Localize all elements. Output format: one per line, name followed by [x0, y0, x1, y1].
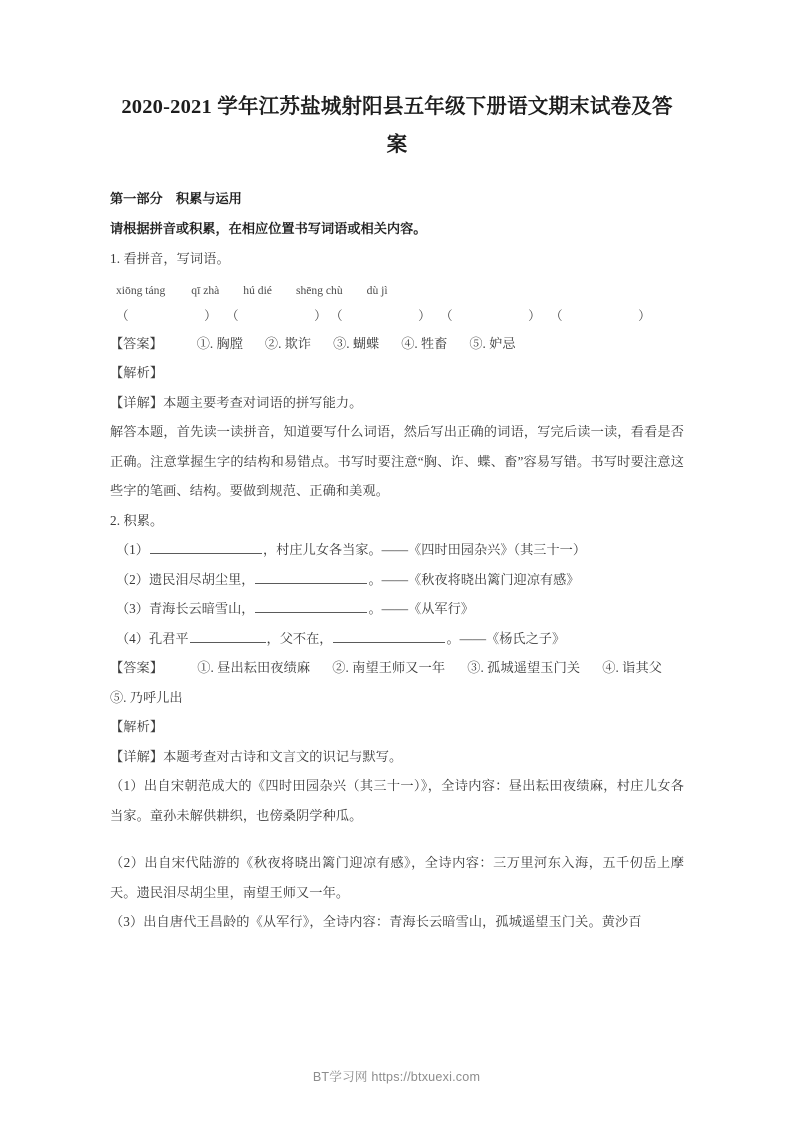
answer-label-2: 【答案】 [110, 660, 164, 675]
question-1-prompt: 1. 看拼音，写词语。 [110, 251, 230, 266]
question-2-prompt: 2. 积累。 [110, 512, 164, 528]
answer2-item-5: ⑤. 乃呼儿出 [110, 689, 183, 705]
question-2-detail-2: （2）出自宋代陆游的《秋夜将晓出篱门迎凉有感》，全诗内容：三万里河东入海，五千仞岳上摩天。遗民泪尽胡尘里，南望王师又一年。 [110, 855, 684, 900]
item-text-middle-4: ，父不在， [266, 630, 333, 646]
pinyin-2: qī zhà [191, 283, 220, 297]
answer-item-5: ⑤. 妒忌 [469, 335, 516, 351]
item-text-before-3: 青海长云暗雪山， [148, 601, 255, 616]
question-1-answer-row [110, 329, 684, 359]
question-2-item-4 [110, 624, 684, 654]
pinyin-4: shēng chù [295, 283, 343, 297]
pinyin-row [110, 280, 684, 302]
item-text-2: 。——《秋夜将晓出篱门迎凉有感》 [368, 571, 580, 587]
question-2-detail-1: （1）出自宋朝范成大的《四时田园杂兴（其三十一）》，全诗内容：昼出耘田夜绩麻，村庄儿女各当家。童孙未解供耕织，也傍桑阴学种瓜。 [110, 778, 684, 823]
fill-blank-1[interactable] [150, 539, 262, 554]
item-number-2: （2） [116, 571, 149, 587]
question-2-detail-3: （3）出自唐代王昌龄的《从军行》，全诗内容：青海长云暗雪山，孤城遥望玉门关。黄沙百 [110, 914, 642, 929]
question-1-detail-paragraph: 解答本题，首先读一读拼音，知道要写什么词语，然后写出正确的词语，写完后读一读，看看是否正确。注意掌握生字的结构和易错点。书写时要注意“胸、诈、蝶、畜”容易写错。书写时要注意这些字的笔画、结构。要做到规范、正确和美观。 [110, 424, 684, 498]
answer-bracket-3[interactable]: （ ） [330, 308, 431, 323]
answer-bracket-5[interactable]: （ ） [550, 308, 651, 323]
answer2-item-4: ④. 诣其父 [602, 660, 663, 675]
pinyin-1: xiōng táng [116, 283, 166, 297]
item-number-4: （4） [116, 630, 149, 646]
item-number-3: （3） [116, 601, 149, 616]
question-2-item-3 [110, 594, 684, 624]
fill-blank-4b[interactable] [333, 628, 445, 643]
section-heading: 第一部分 积累与运用 [110, 191, 242, 206]
question-2-item-2 [110, 565, 684, 595]
answer-bracket-row [110, 303, 684, 329]
answer2-item-2: ②. 南望王师又一年 [332, 660, 446, 675]
fill-blank-2[interactable] [255, 569, 367, 584]
pinyin-3: hú dié [243, 283, 272, 297]
document-content [110, 88, 684, 937]
question-1-detail-label: 【详解】本题主要考查对词语的拼写能力。 [110, 394, 363, 410]
item-text-before-4: 孔君平 [148, 630, 189, 646]
answer2-item-3: ③. 孤城遥望玉门关 [467, 660, 581, 675]
answer-item-3: ③. 蝴蝶 [333, 335, 380, 351]
answer-item-2: ②. 欺诈 [264, 335, 312, 351]
answer-bracket-1[interactable]: （ ） [116, 308, 217, 323]
item-text-1: ，村庄儿女各当家。——《四时田园杂兴》（其三十一） [262, 542, 587, 557]
fill-blank-4a[interactable] [190, 628, 266, 643]
item-text-4: 。——《杨氏之子》 [446, 630, 566, 646]
answer-item-4: ④. 牲畜 [401, 335, 448, 351]
answer-item-1: ①. 胸膛 [196, 335, 243, 351]
footer-watermark: BT学习网 https://btxuexi.com [312, 1070, 481, 1084]
item-number-1: （1） [116, 542, 149, 557]
answer-bracket-2[interactable]: （ ） [226, 308, 327, 323]
fill-blank-3[interactable] [255, 598, 367, 613]
question-2-analysis-label: 【解析】 [110, 719, 164, 734]
section-instruction: 请根据拼音或积累，在相应位置书写词语或相关内容。 [110, 221, 427, 236]
question-2-item-1 [110, 535, 684, 565]
question-2-answer-row [110, 653, 684, 712]
answer-label: 【答案】 [110, 335, 163, 351]
answer2-item-1: ①. 昼出耘田夜绩麻 [197, 660, 311, 675]
item-text-3: 。——《从军行》 [368, 601, 474, 616]
pinyin-5: dù jì [366, 283, 388, 297]
paragraph-spacer [110, 830, 684, 848]
question-1-analysis-label: 【解析】 [110, 365, 164, 380]
page-title: 2020-2021 学年江苏盐城射阳县五年级下册语文期末试卷及答案 [121, 96, 673, 156]
answer-bracket-4[interactable]: （ ） [440, 308, 541, 323]
item-text-before-2: 遗民泪尽胡尘里， [148, 571, 255, 587]
question-2-detail-label: 【详解】本题考查对古诗和文言文的识记与默写。 [110, 748, 403, 764]
